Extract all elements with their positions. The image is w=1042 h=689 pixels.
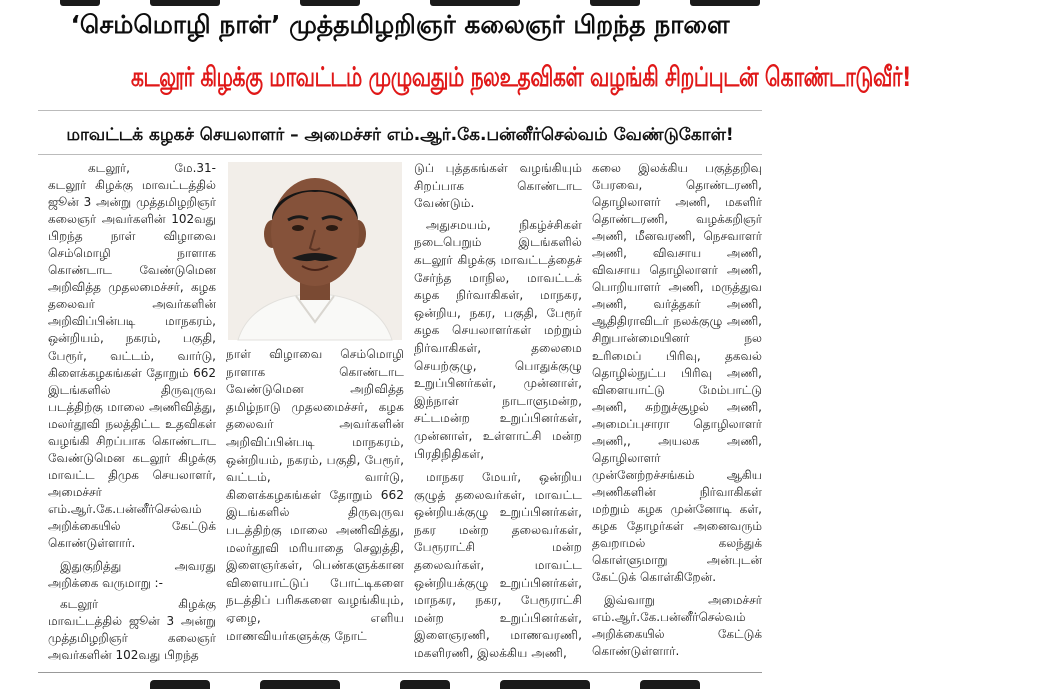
article-column-4 [592, 160, 762, 660]
headline-main: கடலூர் கிழக்கு மாவட்டம் முழுவதும் நலஉதவிகள் வழங்கி சிறப்புடன் கொண்டாடுவீர்! [130, 62, 911, 93]
article-column-3 [414, 160, 582, 663]
paragraph: அதுசமயம், நிகழ்ச்சிகள் நடைபெறும் இடங்களில் கடலூர் கிழக்கு மாவட்டத்தைச் சேர்ந்த மாநில, மாவட்டக் கழக நிர்வாகிகள், மாநகர, ஒன்றிய, நகர, பகுதி, பேரூர் கழக செயலாளர்கள் மற்றும் நிர்வாகிகள், தலைமை செயற்குழு, பொதுக்குழு உறுப்பினர்கள், முன்னாள், இந்நாள் நாடாளுமன்ற, சட்டமன்ற உறுப்பினர்கள், முன்னாள், உள்ளாட்சி மன்ற பிரதிநிதிகள், [414, 217, 582, 461]
article-column-1 [48, 160, 216, 664]
headline-rule [38, 110, 762, 111]
headline-top: ‘செம்மொழி நாள்’ முத்தமிழறிஞர் கலைஞர் பிறந்த நாளை [70, 10, 730, 39]
paragraph: இதுகுறித்து அவரது அறிக்கை வருமாறு :- [48, 559, 216, 591]
paragraph: கடலூர், மே.31- கடலூர் கிழக்கு மாவட்டத்தில் ஜூன் 3 அன்று முத்தமிழறிஞர் கலைஞர் அவர்களின் 102வது பிறந்த நாள் விழாவை செம்மொழி நாளாக கொண்டாட வேண்டுமென அறிவித்த முதலமைச்சர், கழக தலைவர் அவர்களின் அறிவிப்பின்படி மாநகரம், ஒன்றியம், நகரம், பகுதி, பேரூர், வட்டம், வார்டு, கிளைக்கழகங்கள் தோறும் 662 இடங்களில் திருவுருவ படத்திற்கு மாலை அணிவித்து, மலர்தூவி நலத்திட்ட உதவிகள் வழங்கி சிறப்பாக கொண்டாட வேண்டுமென கடலூர் கிழக்கு மாவட்ட திமுக செயலாளர், அமைச்சர் எம்.ஆர்.கே.பன்னீர்செல்வம் அறிக்கையில் கேட்டுக் கொண்டுள்ளார். [48, 161, 216, 551]
paragraph: நாள் விழாவை செம்மொழி நாளாக கொண்டாட வேண்டுமென அறிவித்த தமிழ்நாடு முதலமைச்சர், கழக தலைவர் அவர்களின் அறிவிப்பின்படி மாநகரம், ஒன்றியம், நகரம், பகுதி, பேரூர், வட்டம், வார்டு, கிளைக்கழகங்கள் தோறும் 662 இடங்களில் திருவுருவ படத்திற்கு மாலை அணிவித்து, மலர்தூவி மரியாதை செலுத்தி, இளைஞர்கள், பெண்களுக்கான விளையாட்டுப் போட்டிகளை நடத்திப் பரிசுகளை வழங்கியும், ஏழை, எளிய மாணவியர்களுக்கு நோட் [226, 347, 404, 643]
paragraph: டுப் புத்தகங்கள் வழங்கியும் சிறப்பாக கொண்டாட வேண்டும். [414, 161, 582, 211]
bottom-divider [38, 672, 762, 673]
paragraph: கலை இலக்கிய பகுத்தறிவு பேரவை, தொண்டரணி, தொழிலாளர் அணி, மகளிர் தொண்டரணி, வழக்கறிஞர் அணி, மீனவரணி, நெசவாளர் அணி, விவசாய அணி, விவசாய தொழிலாளர் அணி, பொறியாளர் அணி, மருத்துவ அணி, வர்த்தகர் அணி, ஆதிதிராவிடர் நலக்குழு அணி, சிறுபான்மையினர் நல உரிமைப் பிரிவு, தகவல் தொழில்நுட்ப பிரிவு அணி, விளையாட்டு மேம்பாட்டு அணி, சுற்றுச்சூழல் அணி, அமைப்புசாரா தொழிலாளர் அணி,, அயலக அணி, தொழிலாளர் முன்னேற்றச்சங்கம் ஆகிய அணிகளின் நிர்வாகிகள் மற்றும் கழக முன்னோடி கள், கழக தோழர்கள் அனைவரும் தவறாமல் கலந்துக் கொள்ளுமாறு அன்புடன் கேட்டுக் கொள்கிறேன். [592, 161, 762, 585]
subheadline-rule [38, 154, 762, 155]
bottom-cropped-text-strip [0, 676, 800, 689]
paragraph: கடலூர் கிழக்கு மாவட்டத்தில் ஜூன் 3 அன்று முத்தமிழறிஞர் கலைஞர் அவர்களின் 102வது பிறந்த [48, 597, 216, 663]
paragraph: இவ்வாறு அமைச்சர் எம்.ஆர்.கே.பன்னீர்செல்வம் அறிக்கையில் கேட்டுக் கொண்டுள்ளார். [592, 593, 762, 659]
article-column-2 [226, 160, 404, 645]
subheadline: மாவட்டக் கழகச் செயலாளர் – அமைச்சர் எம்.ஆர்.கே.பன்னீர்செல்வம் வேண்டுகோள்! [66, 125, 734, 145]
paragraph: மாநகர மேயர், ஒன்றிய குழுத் தலைவர்கள், மாவட்ட ஒன்றியக்குழு உறுப்பினர்கள், நகர மன்ற தலைவர்கள், பேரூராட்சி மன்ற தலைவர்கள், மாவட்ட ஒன்றியக்குழு உறுப்பினர்கள், மாநகர, நகர, பேரூராட்சி மன்ற உறுப்பினர்கள், இளைஞரணி, மாணவரணி, மகளிரணி, இலக்கிய அணி, [414, 470, 582, 661]
